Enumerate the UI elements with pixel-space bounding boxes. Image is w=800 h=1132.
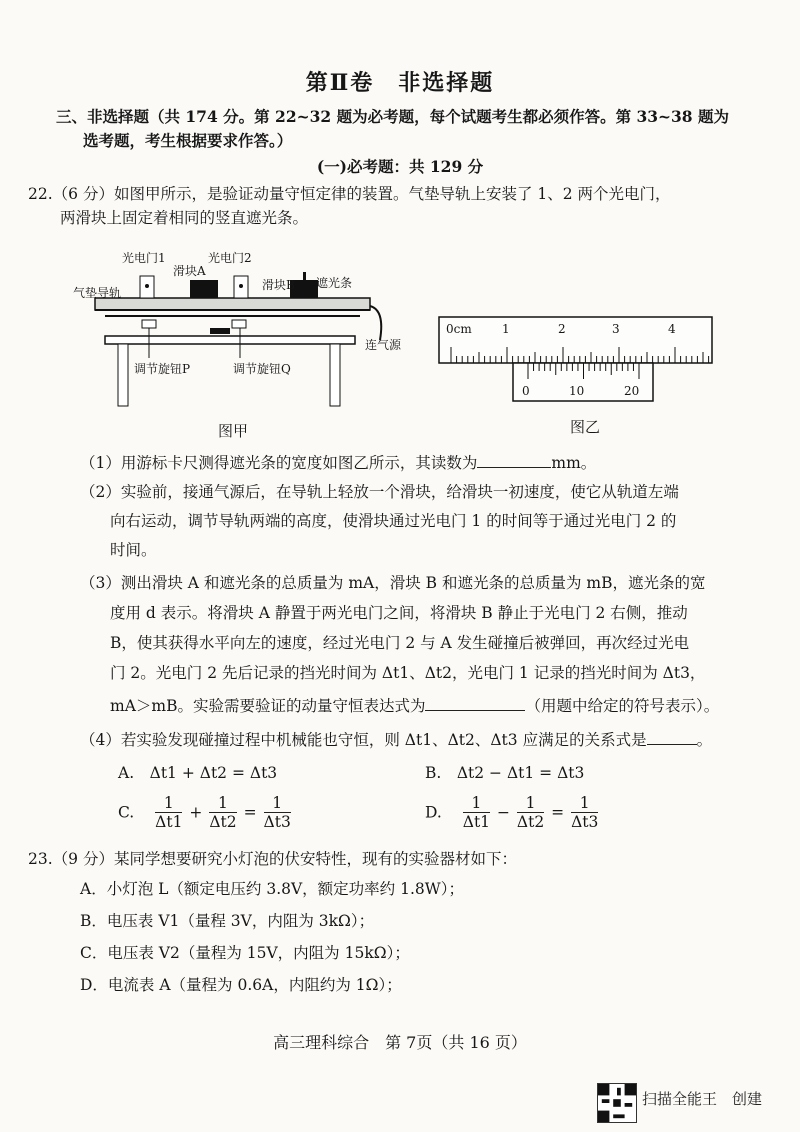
- q22-sub4-text: （4）若实验发现碰撞过程中机械能也守恒，则 Δt1、Δt2、Δt3 应满足的关系式是: [80, 731, 647, 749]
- qr-code-icon: [597, 1083, 637, 1123]
- required-section-label: (一)必考题：共 129 分: [316, 157, 484, 176]
- gate2-label: 光电门2: [208, 251, 252, 265]
- option-c-label: C.: [118, 803, 135, 822]
- scanner-watermark: 扫描全能王 创建: [642, 1090, 763, 1108]
- q22-sub4: [80, 728, 712, 751]
- q22-sub1-unit: mm。: [551, 454, 597, 472]
- option-d: D. $\frac{1}{\Delta t1}$ − $\frac{1}{\Delta t2}$ = $\frac{1}{\Delta t3}$: [425, 794, 599, 831]
- option-c-frac3: $\frac{1}{\Delta t3}$: [263, 794, 291, 831]
- q22-sub3-line3: B，使其获得水平向左的速度，经过光电门 2 与 A 发生碰撞后被弹回，再次经过光电: [110, 634, 690, 652]
- slider-a-label: 滑块A: [173, 264, 206, 278]
- table-top: [105, 336, 355, 344]
- figure-jia-caption: 图甲: [218, 422, 249, 440]
- knob-p-label: 调节旋钮P: [134, 362, 191, 376]
- gate1-label: 光电门1: [122, 251, 166, 265]
- q22-sub1-answer-blank: [477, 451, 551, 468]
- option-d-label: D.: [425, 803, 442, 822]
- part3-line1: 三、非选择题（共 174 分。第 22~32 题为必考题，每个试题考生都必须作答。第 33~38 题为: [56, 107, 729, 126]
- air-rail: [95, 298, 370, 310]
- vernier-label-0: 0: [522, 384, 530, 398]
- knob-q-label: 调节旋钮Q: [233, 362, 291, 376]
- q23-intro: 23.（9 分）某同学想要研究小灯泡的伏安特性，现有的实验器材如下：: [28, 850, 517, 868]
- option-d-frac2: $\frac{1}{\Delta t2}$: [516, 794, 545, 831]
- figure-jia: [80, 240, 420, 420]
- air-source-label: 连气源: [365, 338, 402, 352]
- knob-p: [142, 320, 156, 328]
- option-b: B. Δt2 − Δt1 = Δt3: [425, 764, 585, 782]
- q22-sub2-line1: （2）实验前，接通气源后，在导轨上轻放一个滑块，给滑块一初速度，使它从轨道左端: [80, 483, 679, 501]
- option-a: A. Δt1 + Δt2 = Δt3: [118, 764, 278, 782]
- vernier-label-20: 20: [624, 384, 640, 398]
- main-label-2: 2: [558, 322, 566, 336]
- vernier-label-10: 10: [569, 384, 585, 398]
- option-c-frac2: $\frac{1}{\Delta t2}$: [209, 794, 237, 831]
- option-d-frac3: $\frac{1}{\Delta t3}$: [571, 794, 599, 831]
- q23-item-a: A．小灯泡 L（额定电压约 3.8V，额定功率约 1.8W）；: [80, 880, 464, 898]
- q22-sub1-text: （1）用游标卡尺测得遮光条的宽度如图乙所示，其读数为: [80, 454, 478, 472]
- q22-sub3-line4: 门 2。光电门 2 先后记录的挡光时间为 Δt1、Δt2，光电门 1 记录的挡光时间为 Δt3，: [110, 664, 706, 682]
- q22-line2: 两滑块上固定着相同的竖直遮光条。: [60, 209, 309, 227]
- main-label-1: 1: [502, 322, 510, 336]
- q22-sub1: [80, 451, 596, 474]
- slider-b-label: 滑块B: [262, 278, 295, 292]
- q22-sub2-line3: 时间。: [110, 541, 157, 559]
- q23-item-c: C．电压表 V2（量程为 15V，内阻为 15kΩ）；: [80, 944, 410, 962]
- part3-line2: 选考题，考生根据要求作答。）: [83, 131, 293, 150]
- q22-sub3-answer-blank: [425, 694, 525, 711]
- q22-sub3-line5-tail: （用题中给定的符号表示）。: [525, 697, 720, 715]
- q22-sub3-line5-text: mA＞mB。实验需要验证的动量守恒表达式为: [110, 697, 426, 715]
- q23-item-d: D．电流表 A（量程为 0.6A，内阻约为 1Ω）；: [80, 976, 402, 994]
- figure-yi-caption: 图乙: [570, 418, 601, 436]
- q22-sub4-tail: 。: [696, 731, 713, 749]
- q22-sub2-line2: 向右运动，调节导轨两端的高度，使滑块通过光电门 1 的时间等于通过光电门 2 的: [110, 512, 677, 530]
- page-footer: 高三理科综合 第 7页（共 16 页）: [273, 1033, 527, 1052]
- air-hose: [370, 306, 381, 340]
- q23-item-b: B．电压表 V1（量程 3V，内阻为 3kΩ）；: [80, 912, 375, 930]
- knob-q: [232, 320, 246, 328]
- main-label-3: 3: [612, 322, 620, 336]
- q22-sub3-line2: 度用 d 表示。将滑块 A 静置于两光电门之间，将滑块 B 静止于光电门 2 右侧，推动: [110, 604, 688, 622]
- option-c-frac1: $\frac{1}{\Delta t1}$: [155, 794, 183, 831]
- q22-sub3-line1: （3）测出滑块 A 和遮光条的总质量为 mA，滑块 B 和遮光条的总质量为 mB，遮光条的宽: [80, 574, 706, 592]
- rail-label: 气垫导轨: [73, 286, 122, 300]
- main-label-4: 4: [668, 322, 676, 336]
- slider-a: [190, 280, 218, 298]
- option-c: C. $\frac{1}{\Delta t1}$ + $\frac{1}{\Delta t2}$ = $\frac{1}{\Delta t3}$: [118, 794, 291, 831]
- q22-sub3-line5: [110, 694, 719, 717]
- section-title: 第Ⅱ卷 非选择题: [305, 70, 495, 96]
- option-d-frac1: $\frac{1}{\Delta t1}$: [462, 794, 491, 831]
- main-scale-unit: 0cm: [446, 322, 472, 336]
- q22-sub4-answer-blank: [647, 728, 697, 745]
- shade-label: 遮光条: [316, 276, 353, 290]
- q22-line1: 22.（6 分）如图甲所示，是验证动量守恒定律的装置。气垫导轨上安装了 1、2 两个光电门，: [28, 185, 671, 203]
